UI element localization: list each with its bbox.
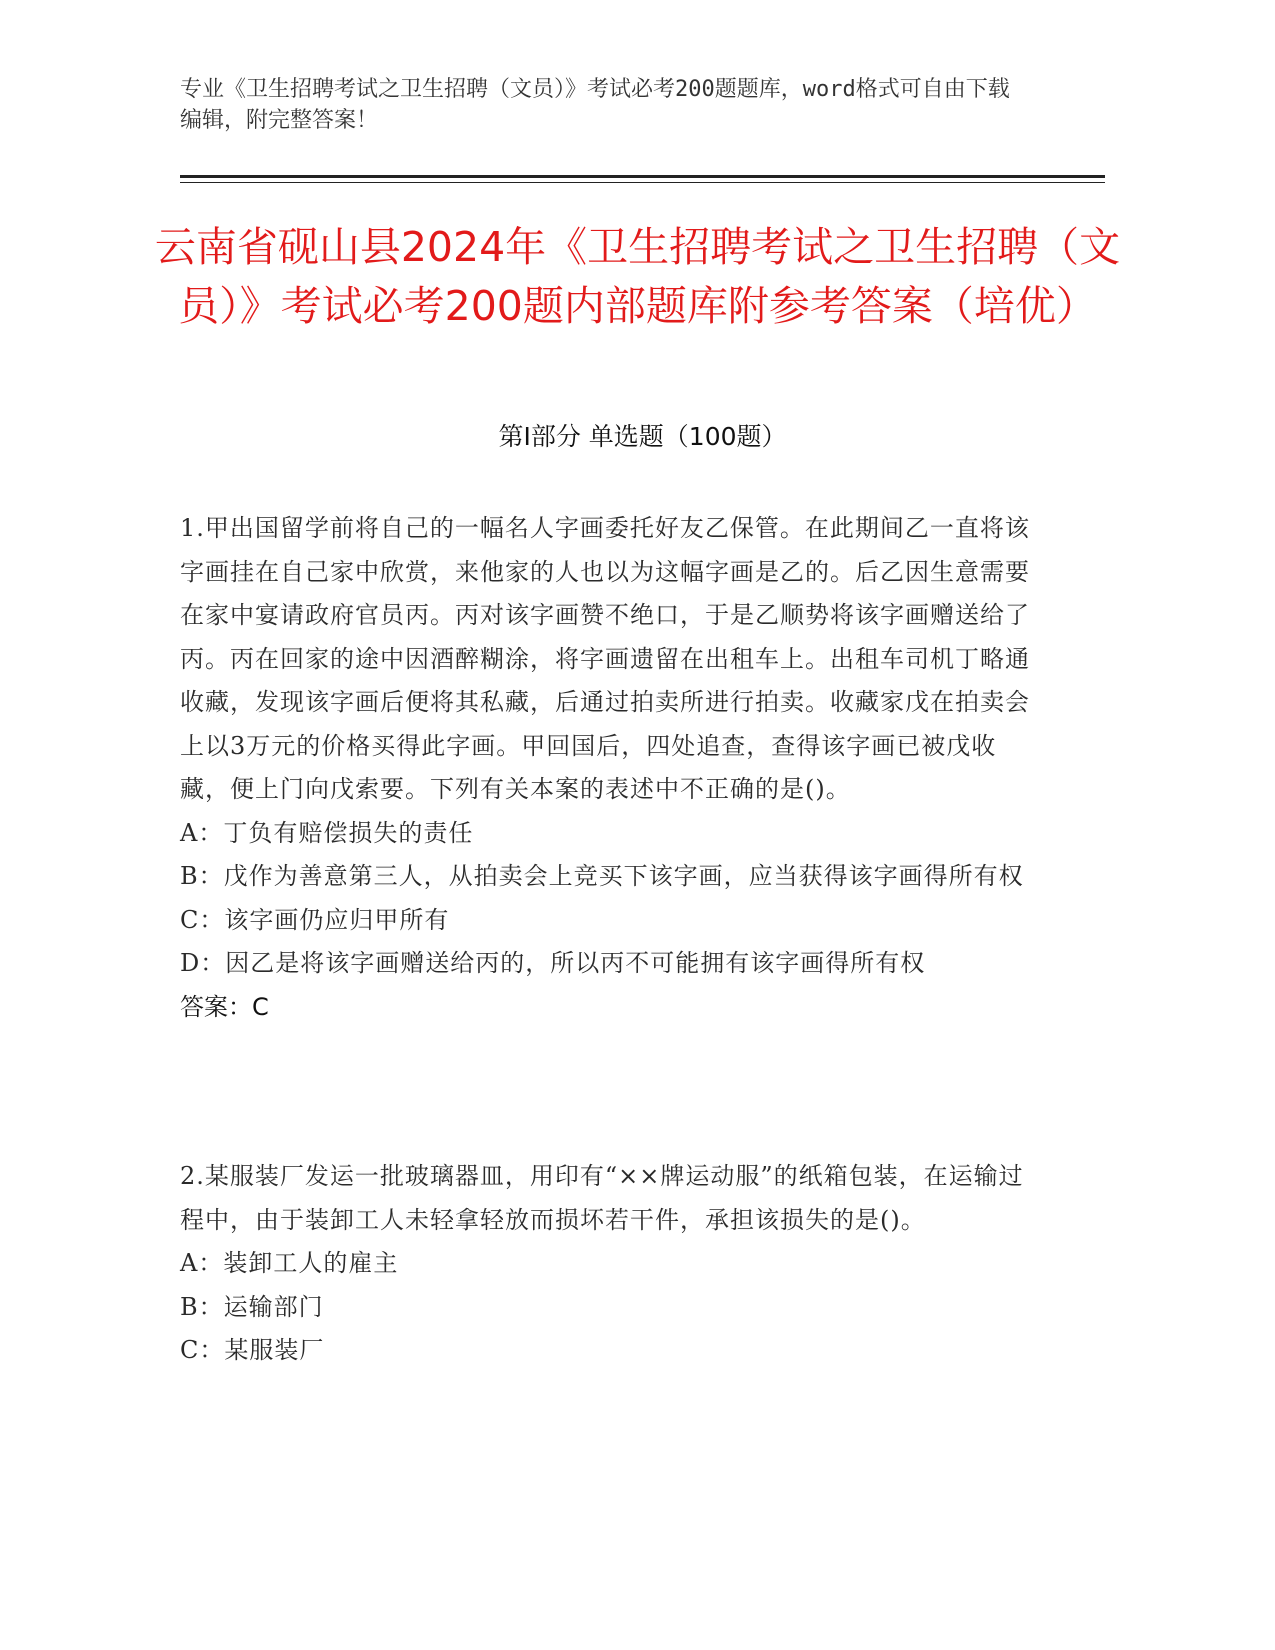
option-a: A：装卸工人的雇主 — [180, 1249, 399, 1277]
question-stem: 1.甲出国留学前将自己的一幅名人字画委托好友乙保管。在此期间乙一直将该字画挂在自己家中欣赏，来他家的人也以为这幅字画是乙的。后乙因生意需要在家中宴请政府官员丙。丙对该字画赞不绝口，于是乙顺势将该字画赠送给了丙。丙在回家的途中因酒醉糊涂，将字画遗留在出租车上。出租车司机丁略通收藏，发现该字画后便将其私藏，后通过拍卖所进行拍卖。收藏家戊在拍卖会上以3万元的价格买得此字画。甲回国后，四处追查，查得该字画已被戊收藏，便上门向戊索要。下列有关本案的表述中不正确的是()。 — [180, 514, 1030, 803]
option-b: B：运输部门 — [180, 1292, 324, 1321]
option-c: C：某服装厂 — [180, 1336, 325, 1364]
question-stem: 2.某服装厂发运一批玻璃器皿，用印有“××牌运动服”的纸箱包装，在运输过程中，由于装卸工人未轻拿轻放而损坏若干件，承担该损失的是()。 — [180, 1162, 1024, 1234]
question-2 — [180, 1155, 1030, 1373]
option-d: D：因乙是将该字画赠送给丙的，所以丙不可能拥有该字画得所有权 — [180, 949, 926, 977]
option-c: C：该字画仍应归甲所有 — [180, 905, 450, 934]
intro-note: 专业《卫生招聘考试之卫生招聘（文员）》考试必考200题题库，word格式可自由下载编辑，附完整答案！ — [180, 77, 1010, 133]
document-title: 云南省砚山县2024年《卫生招聘考试之卫生招聘（文员）》考试必考200题内部题库附参考答案（培优） — [154, 223, 1121, 330]
option-a: A：丁负有赔偿损失的责任 — [180, 818, 474, 847]
answer-line: 答案：C — [180, 992, 269, 1021]
header-divider-thin — [180, 182, 1105, 183]
section-heading: 第Ⅰ部分 单选题（100题） — [498, 422, 787, 451]
question-1 — [180, 507, 1030, 1029]
header-divider-thick — [180, 175, 1105, 178]
option-b: B：戊作为善意第三人，从拍卖会上竞买下该字画，应当获得该字画得所有权 — [180, 862, 1024, 890]
